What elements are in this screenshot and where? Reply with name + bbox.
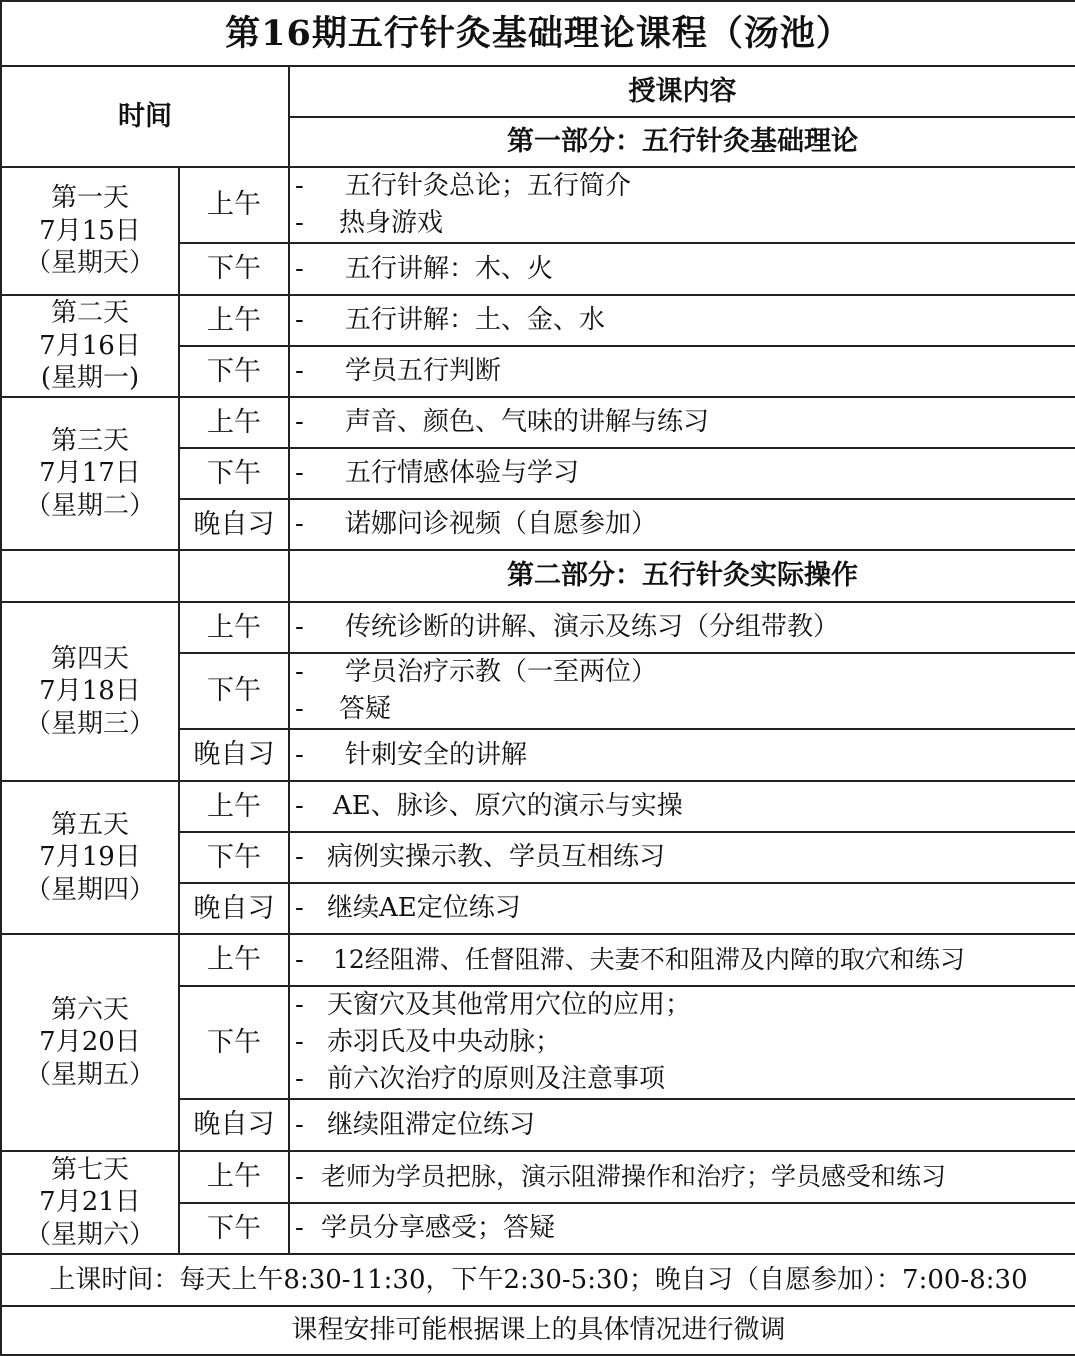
item-text: 继续AE定位练习 [327,893,521,923]
item-text: 诺娜问诊视频（自愿参加） [345,509,658,539]
list-item [295,941,1075,979]
period-cell: 晚自习 [179,499,289,550]
period-cell: 上午 [179,295,289,346]
footer-row [1,1254,1075,1306]
list-item [295,205,1075,242]
period-cell: 下午 [179,986,289,1099]
item-text: 学员治疗示教（一至两位） [345,657,658,687]
bullet-dash: - [295,458,304,488]
bullet-dash: - [295,657,304,687]
item-text: 天窗穴及其他常用穴位的应用； [327,990,692,1020]
day-1-cell [1,167,179,295]
bullet-dash: - [295,509,304,539]
list-item [295,654,1075,691]
list-item [295,839,1075,876]
day-date: 7月17日 [39,458,141,489]
item-text: 五行针灸总论；五行简介 [345,171,632,201]
part-one-heading: 第一部分：五行针灸基础理论 [289,117,1075,167]
day-4-cell [1,602,179,781]
item-text: 继续阻滞定位练习 [327,1109,536,1140]
bullet-dash: - [295,171,304,201]
day-weekday: （星期二） [24,490,155,521]
item-text: 五行情感体验与学习 [345,458,580,488]
item-text: 针刺安全的讲解 [345,739,528,770]
empty-cell [1,550,179,602]
day-label: 第六天 [50,994,129,1025]
bullet-dash: - [295,945,304,975]
day-date: 7月18日 [39,676,141,707]
table-row [1,781,1075,832]
bullet-dash: - [295,356,304,386]
day-weekday: （星期六） [24,1219,155,1250]
content-cell [289,397,1075,448]
bullet-dash: - [295,1027,304,1057]
content-cell [289,653,1075,729]
content-cell [289,499,1075,550]
bullet-dash: - [295,1064,304,1094]
bullet-dash: - [295,407,304,437]
adjustment-note: 课程安排可能根据课上的具体情况进行微调 [1,1306,1075,1355]
bullet-dash: - [295,791,304,821]
period-cell: 晚自习 [179,1099,289,1151]
day-label: 第二天 [50,298,129,329]
item-text: 答疑 [339,694,392,724]
period-cell: 晚自习 [179,883,289,934]
list-item [295,251,1075,288]
bullet-dash: - [295,1109,304,1140]
content-cell [289,167,1075,243]
table-row [1,295,1075,346]
list-item [295,609,1075,646]
bullet-dash: - [295,305,304,335]
period-cell: 下午 [179,653,289,729]
period-cell: 上午 [179,397,289,448]
day-weekday: （星期五） [24,1059,155,1090]
list-item [295,302,1075,339]
list-item [295,987,1075,1024]
bullet-dash: - [295,253,304,284]
content-cell [289,832,1075,883]
item-text: 12经阻滞、任督阻滞、夫妻不和阻滞及内障的取穴和练习 [333,945,965,974]
period-cell: 下午 [179,832,289,883]
content-cell [289,243,1075,295]
period-cell: 下午 [179,243,289,295]
list-item [295,691,1075,728]
bullet-dash: - [295,1213,304,1243]
bullet-dash: - [295,990,304,1020]
bullet-dash: - [295,208,304,238]
day-label: 第三天 [50,425,129,456]
content-cell [289,1099,1075,1151]
day-weekday: （星期四） [24,874,155,905]
item-text: 声音、颜色、气味的讲解与练习 [345,407,710,437]
day-3-cell [1,397,179,550]
list-item [295,788,1075,825]
period-cell: 下午 [179,1203,289,1254]
bullet-dash: - [295,893,304,923]
content-cell [289,986,1075,1099]
list-item [295,1210,1075,1247]
time-column-header: 时间 [1,66,289,167]
day-5-cell [1,781,179,934]
content-cell [289,729,1075,781]
page-title: 第16期五行针灸基础理论课程（汤池） [1,1,1075,66]
item-text: 前六次治疗的原则及注意事项 [327,1064,666,1094]
part-two-heading: 第二部分：五行针灸实际操作 [289,550,1075,602]
content-cell [289,602,1075,653]
day-date: 7月21日 [39,1187,141,1218]
day-label: 第五天 [50,809,129,840]
list-item [295,890,1075,927]
table-row [1,1151,1075,1203]
list-item [295,1158,1075,1196]
day-7-cell [1,1151,179,1254]
class-time-note: 上课时间：每天上午8:30-11:30，下午2:30-5:30；晚自习（自愿参加）：7:00-8:30 [1,1254,1075,1306]
period-cell: 上午 [179,602,289,653]
item-text: 热身游戏 [339,208,444,238]
day-date: 7月15日 [39,215,141,246]
content-cell [289,346,1075,397]
item-text: AE、脉诊、原穴的演示与实操 [333,791,683,821]
item-text: 学员分享感受；答疑 [321,1213,556,1243]
day-weekday: （星期天） [24,248,155,279]
bullet-dash: - [295,739,304,770]
day-weekday: (星期一) [40,363,140,394]
item-text: 传统诊断的讲解、演示及练习（分组带教） [345,612,840,642]
item-text: 五行讲解：土、金、水 [345,305,606,335]
day-date: 7月16日 [39,330,141,361]
day-date: 7月19日 [39,842,141,873]
item-text: 学员五行判断 [345,356,502,386]
content-cell [289,934,1075,986]
header-row [1,66,1075,117]
list-item [295,1024,1075,1061]
period-cell: 上午 [179,1151,289,1203]
item-text: 赤羽氏及中央动脉； [327,1027,562,1057]
list-item [295,506,1075,543]
part-two-row [1,550,1075,602]
day-label: 第一天 [50,183,129,214]
day-6-cell [1,934,179,1151]
content-cell [289,781,1075,832]
period-cell: 上午 [179,167,289,243]
bullet-dash: - [295,694,304,724]
list-item [295,1061,1075,1098]
item-text: 病例实操示教、学员互相练习 [327,842,666,872]
list-item [295,455,1075,492]
table-row [1,397,1075,448]
bullet-dash: - [295,612,304,642]
period-cell: 上午 [179,934,289,986]
bullet-dash: - [295,842,304,872]
footer-row [1,1306,1075,1355]
content-cell [289,295,1075,346]
table-row [1,934,1075,986]
content-cell [289,448,1075,499]
content-cell [289,883,1075,934]
item-text: 老师为学员把脉，演示阻滞操作和治疗；学员感受和练习 [321,1162,947,1191]
list-item [295,404,1075,441]
period-cell: 下午 [179,346,289,397]
day-date: 7月20日 [39,1027,141,1058]
day-weekday: （星期三） [24,708,155,739]
content-column-header: 授课内容 [289,66,1075,117]
day-label: 第四天 [50,643,129,674]
list-item [295,168,1075,205]
table-row [1,167,1075,243]
item-text: 五行讲解：木、火 [345,253,554,284]
table-row [1,602,1075,653]
list-item [295,1107,1075,1144]
list-item [295,737,1075,774]
bullet-dash: - [295,1162,304,1192]
period-cell: 上午 [179,781,289,832]
list-item [295,353,1075,390]
day-label: 第七天 [50,1154,129,1185]
period-cell: 晚自习 [179,729,289,781]
content-cell [289,1151,1075,1203]
empty-cell [179,550,289,602]
period-cell: 下午 [179,448,289,499]
day-2-cell [1,295,179,397]
content-cell [289,1203,1075,1254]
title-row [1,1,1075,66]
